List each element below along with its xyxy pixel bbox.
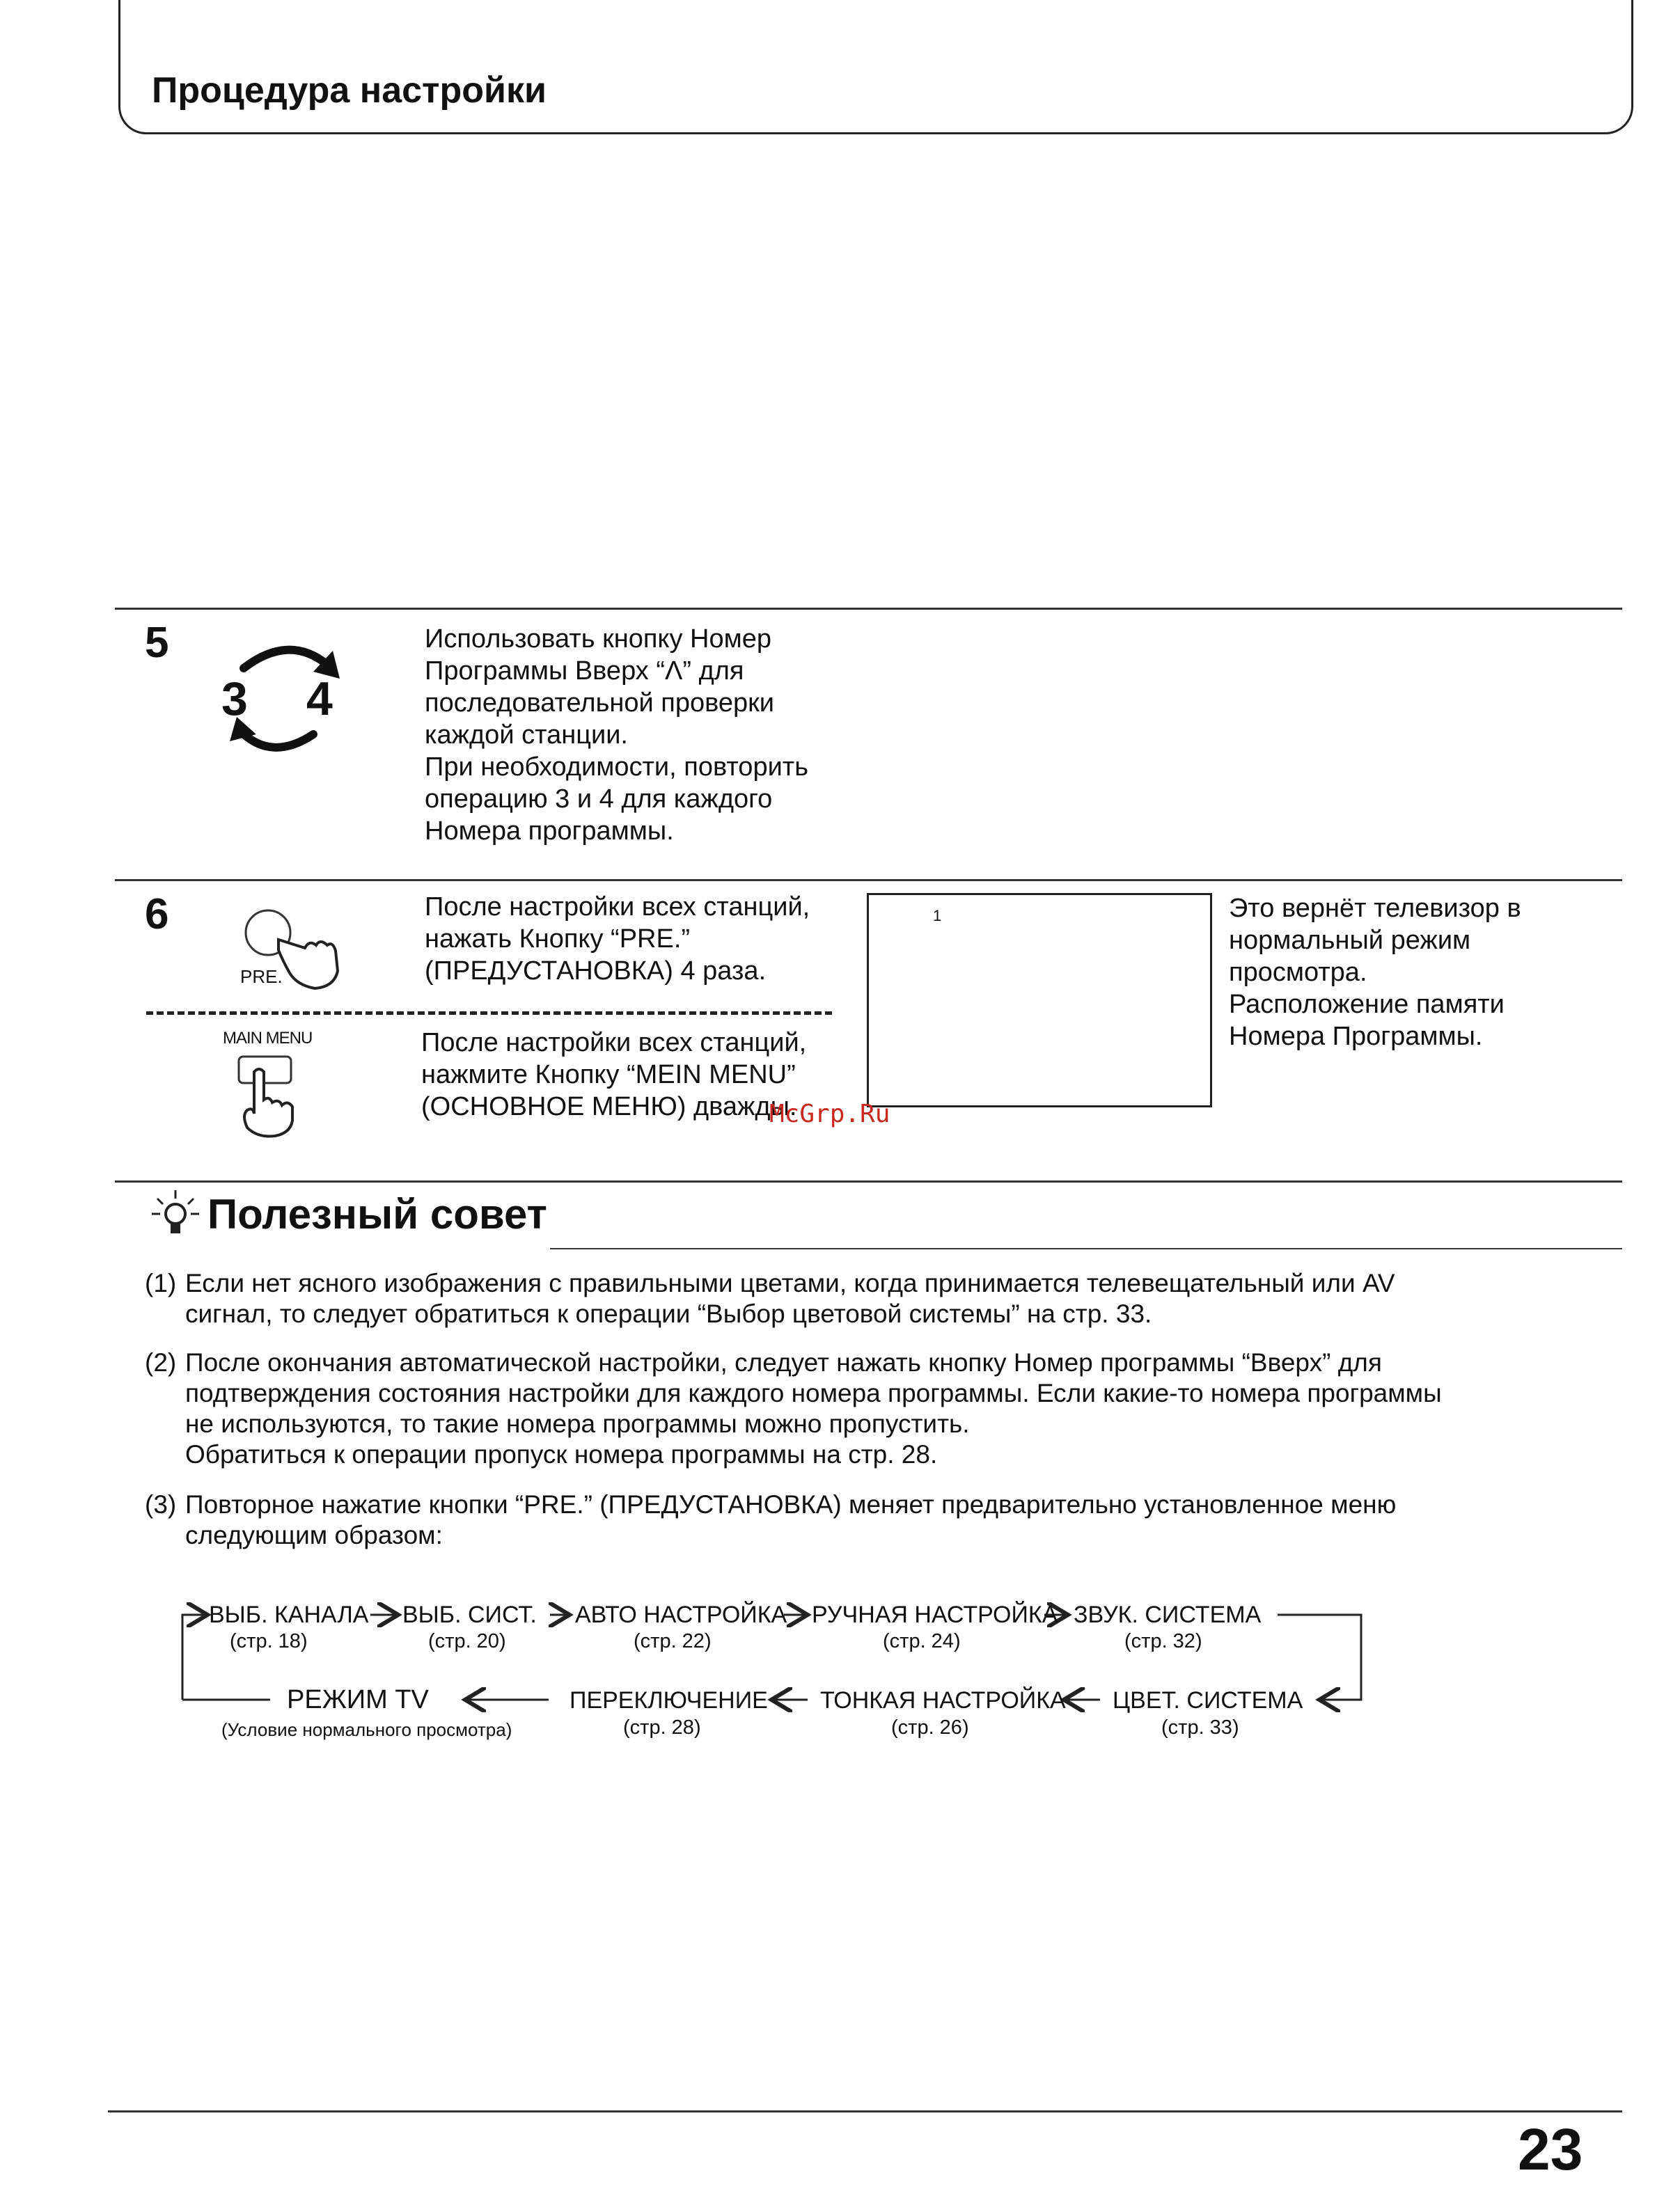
flow-step: РЕЖИМ TV (287, 1685, 429, 1714)
flow-step: ЗВУК. СИСТЕМА (1074, 1602, 1262, 1628)
screen-program-number: 1 (933, 907, 942, 924)
page-title: Процедура настройки (152, 70, 547, 111)
step-number: 6 (145, 890, 169, 938)
flow-page-ref: (стр. 26) (891, 1716, 969, 1739)
flow-page-ref: (стр. 32) (1124, 1630, 1202, 1652)
step6-pre-text: После настройки всех станций, нажать Кнопку “PRE.” (ПРЕДУСТАНОВКА) 4 раза. (425, 892, 810, 986)
flow-step: ПЕРЕКЛЮЧЕНИЕ (570, 1687, 768, 1714)
page-number: 23 (1518, 2117, 1583, 2182)
flow-page-ref: (стр. 20) (428, 1630, 506, 1652)
flow-step: АВТО НАСТРОЙКА (575, 1602, 787, 1628)
pre-button-label: PRE. (240, 966, 283, 987)
flow-page-ref: (стр. 22) (634, 1630, 712, 1652)
flow-page-ref: (стр. 33) (1161, 1716, 1239, 1739)
flow-page-ref: (стр. 24) (883, 1630, 961, 1652)
flow-step: ЦВЕТ. СИСТЕМА (1113, 1687, 1303, 1714)
step5-text: Использовать кнопку Номер Программы Вверх “Λ” для последовательной проверки каждой станции. При необходимости, повторить операцию 3 и 4 для каждого Номера программы. (425, 624, 808, 846)
step-number: 5 (145, 619, 169, 667)
tip-item-number: (2) (145, 1348, 177, 1377)
tip-item-number: (1) (145, 1269, 177, 1297)
tips-title: Полезный совет (207, 1191, 547, 1238)
flow-page-ref: (стр. 28) (623, 1716, 701, 1739)
cycle-step-3: 3 (221, 672, 248, 725)
tip-item-text: Повторное нажатие кнопки “PRE.” (ПРЕДУСТАНОВКА) меняет предварительно установленное меню следующим образом: (185, 1490, 1397, 1549)
tip-item-text: Если нет ясного изображения с правильными цветами, когда принимается телевещательный или AV сигнал, то следует обратиться к операции “Выбор цветовой системы” на стр. 33. (185, 1269, 1395, 1328)
flow-step: ВЫБ. СИСТ. (402, 1602, 537, 1628)
cycle-step-4: 4 (306, 672, 333, 725)
flow-page-ref: (Условие нормального просмотра) (221, 1719, 512, 1740)
main-menu-label: MAIN MENU (223, 1029, 313, 1048)
step6-result-text: Это вернёт телевизор в нормальный режим просмотра. Расположение памяти Номера Программы. (1229, 894, 1521, 1051)
flow-step: ВЫБ. КАНАЛА (209, 1602, 369, 1628)
flow-step: РУЧНАЯ НАСТРОЙКА (812, 1602, 1058, 1628)
flow-page-ref: (стр. 18) (230, 1630, 308, 1652)
flow-step: ТОНКАЯ НАСТРОЙКА (820, 1687, 1066, 1714)
tip-item-number: (3) (145, 1490, 177, 1519)
watermark: McGrp.Ru (769, 1100, 890, 1128)
tip-item-text: После окончания автоматической настройки, следует нажать кнопку Номер программы “Вверх” для подтверждения состояния настройки для каждого номера программы. Если какие-то номера программы не используются, то такие номера программы можно пропустить. Обратиться к операции пропуск номера программы на стр. 28. (185, 1348, 1442, 1469)
step6-menu-text: После настройки всех станций, нажмите Кнопку “MEIN MENU” (ОСНОВНОЕ МЕНЮ) дважды. (421, 1028, 807, 1121)
